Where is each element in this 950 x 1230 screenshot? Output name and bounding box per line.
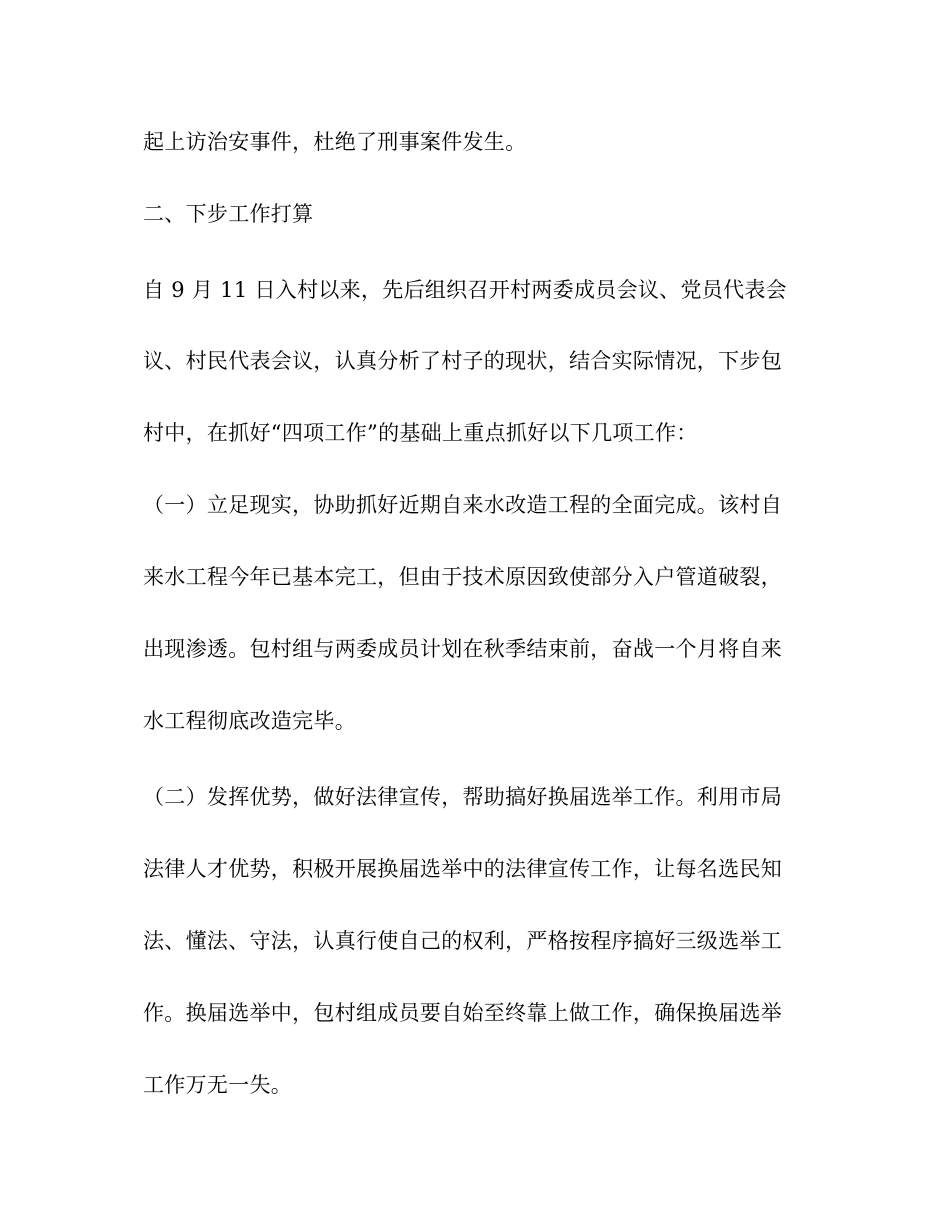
text-line: （二）发挥优势，做好法律宣传，帮助搞好换届选举工作。利用市局	[143, 785, 782, 809]
text-line: 作。换届选举中，包村组成员要自始至终靠上做工作，确保换届选举	[143, 1001, 782, 1025]
text-line: 工作万无一失。	[143, 1073, 293, 1097]
text-line: 来水工程今年已基本完工，但由于技术原因致使部分入户管道破裂，	[143, 565, 782, 589]
text-line: 自 9 月 11 日入村以来，先后组织召开村两委成员会议、党员代表会	[143, 278, 787, 302]
text-line: 水工程彻底改造完毕。	[143, 709, 356, 733]
text-line: 法律人才优势，积极开展换届选举中的法律宣传工作，让每名选民知	[143, 857, 782, 881]
text-line: （一）立足现实，协助抓好近期自来水改造工程的全面完成。该村自	[143, 493, 782, 517]
text-line: 村中，在抓好“四项工作”的基础上重点抓好以下几项工作：	[143, 421, 698, 445]
text-line: 议、村民代表会议，认真分析了村子的现状，结合实际情况，下步包	[143, 349, 782, 373]
section-heading: 二、下步工作打算	[143, 202, 314, 226]
text-line: 法、懂法、守法，认真行使自己的权利，严格按程序搞好三级选举工	[143, 929, 782, 953]
text-line: 出现渗透。包村组与两委成员计划在秋季结束前，奋战一个月将自来	[143, 637, 782, 661]
text-line: 起上访治安事件，杜绝了刑事案件发生。	[143, 130, 527, 154]
